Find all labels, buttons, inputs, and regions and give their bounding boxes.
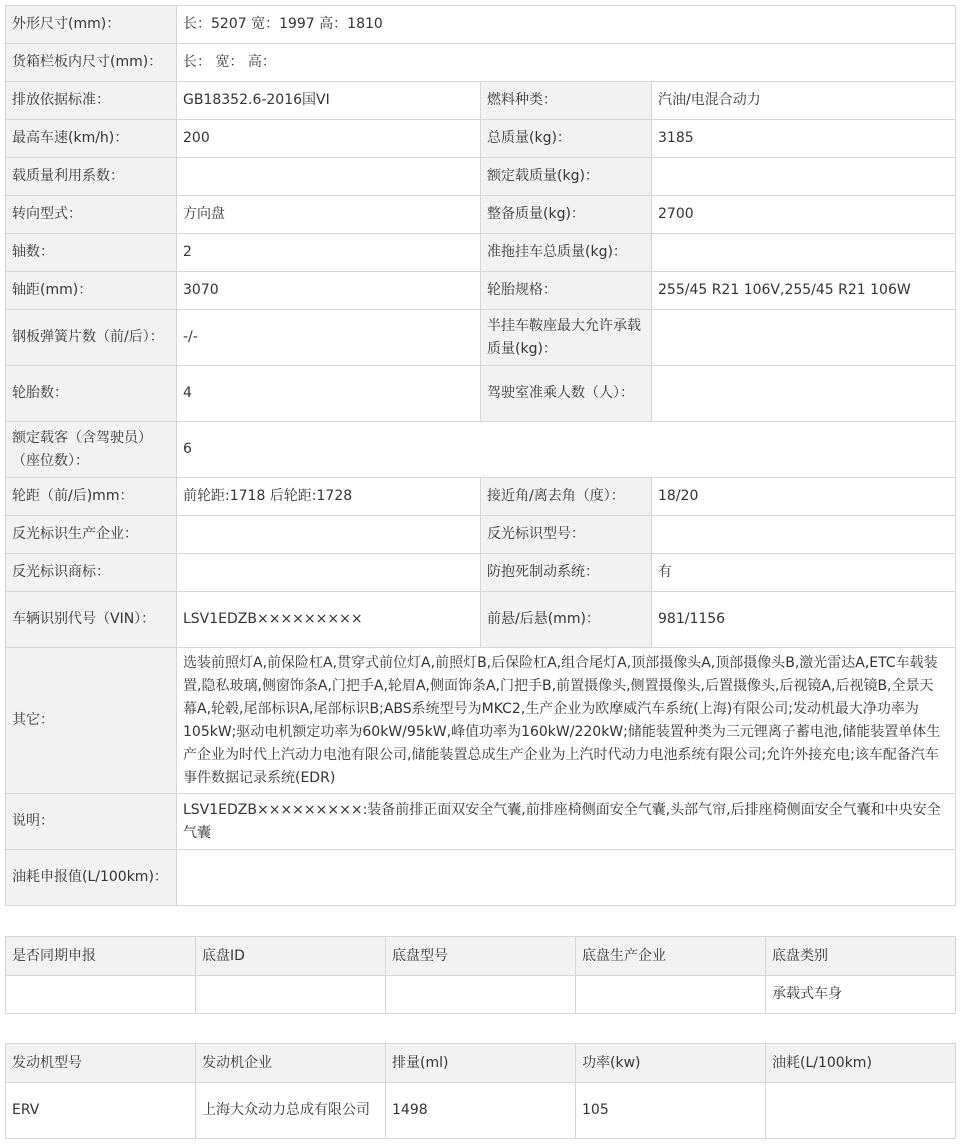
spec-value: [177, 516, 481, 554]
spec-row: [6, 850, 956, 906]
spec-label: 总质量(kg)：: [481, 120, 652, 158]
spec-value: [652, 366, 956, 422]
spec-value: [177, 850, 956, 906]
spec-label: 驾驶室准乘人数（人）：: [481, 366, 652, 422]
spec-label: 半挂车鞍座最大允许承载质量(kg)：: [481, 310, 652, 366]
data-cell: 1498: [386, 1083, 576, 1139]
spec-value: LSV1EDZB×××××××××:装备前排正面双安全气囊,前排座椅侧面安全气囊,头部气帘,后排座椅侧面安全气囊和中央安全气囊: [177, 794, 956, 850]
spec-label: 准拖挂车总质量(kg)：: [481, 234, 652, 272]
spec-label: 前悬/后悬(mm)：: [481, 592, 652, 648]
chassis-table: [5, 936, 956, 1014]
spec-row: [6, 310, 956, 366]
spec-label: 整备质量(kg)：: [481, 196, 652, 234]
header-cell: 是否同期申报: [6, 937, 196, 976]
spec-row: [6, 592, 956, 648]
spec-value: [652, 516, 956, 554]
spec-value: 2: [177, 234, 481, 272]
spec-row: [6, 366, 956, 422]
spec-label: 其它：: [6, 648, 177, 794]
spec-row: [6, 794, 956, 850]
spec-value: [652, 158, 956, 196]
spec-label: 货箱栏板内尺寸(mm)：: [6, 44, 177, 82]
spec-row: [6, 554, 956, 592]
data-cell: [386, 976, 576, 1014]
data-cell: [6, 976, 196, 1014]
data-cell: 承载式车身: [766, 976, 956, 1014]
spec-label: 车辆识别代号（VIN）：: [6, 592, 177, 648]
spec-label: 轴数：: [6, 234, 177, 272]
spec-label: 轮胎数：: [6, 366, 177, 422]
spec-value: 汽油/电混合动力: [652, 82, 956, 120]
chassis-data-row: [6, 976, 956, 1014]
engine-table: [5, 1043, 956, 1139]
engine-header-row: [6, 1044, 956, 1083]
spec-value: 2700: [652, 196, 956, 234]
header-cell: 发动机企业: [196, 1044, 386, 1083]
spec-value: 4: [177, 366, 481, 422]
spec-label: 接近角/离去角（度）：: [481, 478, 652, 516]
spec-value: [652, 310, 956, 366]
spec-row: [6, 196, 956, 234]
spec-label: 轴距(mm)：: [6, 272, 177, 310]
header-cell: 排量(ml): [386, 1044, 576, 1083]
spec-value: 方向盘: [177, 196, 481, 234]
engine-data-row: [6, 1083, 956, 1139]
chassis-header-row: [6, 937, 956, 976]
spec-row: [6, 82, 956, 120]
spec-label: 轮胎规格：: [481, 272, 652, 310]
spec-label: 反光标识生产企业：: [6, 516, 177, 554]
header-cell: 底盘生产企业: [576, 937, 766, 976]
spec-row: [6, 516, 956, 554]
spec-row: [6, 272, 956, 310]
data-cell: [196, 976, 386, 1014]
data-cell: 上海大众动力总成有限公司: [196, 1083, 386, 1139]
spec-row: [6, 120, 956, 158]
spec-label: 外形尺寸(mm)：: [6, 6, 177, 44]
spec-label: 排放依据标准：: [6, 82, 177, 120]
spec-label: 额定载客（含驾驶员）（座位数）：: [6, 422, 177, 478]
spec-label: 轮距（前/后)mm：: [6, 478, 177, 516]
spec-value: 200: [177, 120, 481, 158]
spec-label: 额定载质量(kg)：: [481, 158, 652, 196]
spec-label: 最高车速(km/h)：: [6, 120, 177, 158]
spec-label: 载质量利用系数：: [6, 158, 177, 196]
spec-label: 转向型式：: [6, 196, 177, 234]
header-cell: 油耗(L/100km): [766, 1044, 956, 1083]
spec-value: 255/45 R21 106V,255/45 R21 106W: [652, 272, 956, 310]
spec-value: 选装前照灯A,前保险杠A,贯穿式前位灯A,前照灯B,后保险杠A,组合尾灯A,顶部摄像头A,顶部摄像头B,激光雷达A,ETC车载装置,隐私玻璃,侧窗饰条A,门把手A,轮眉A,侧面饰条A,门把手B,前置摄像头,侧置摄像头,后置摄像头,后视镜A,后视镜B,全景天幕A,轮毂,尾部标识A,尾部标识B;ABS系统型号为MKC2,生产企业为欧摩威汽车系统(上海)有限公司;发动机最大净功率为105kW;驱动电机额定功率为60kW/95kW,峰值功率为160kW/220kW;储能装置种类为三元锂离子蓄电池,储能装置单体生产企业为时代上汽动力电池有限公司,储能装置总成生产企业为上汽时代动力电池系统有限公司;允许外接充电;该车配备汽车事件数据记录系统(EDR): [177, 648, 956, 794]
data-cell: [766, 1083, 956, 1139]
spec-label: 钢板弹簧片数（前/后）：: [6, 310, 177, 366]
spec-value: 长： 宽： 高：: [177, 44, 956, 82]
header-cell: 底盘ID: [196, 937, 386, 976]
data-cell: [576, 976, 766, 1014]
spec-row: [6, 234, 956, 272]
spec-label: 防抱死制动系统：: [481, 554, 652, 592]
spec-row: [6, 44, 956, 82]
data-cell: 105: [576, 1083, 766, 1139]
header-cell: 功率(kw): [576, 1044, 766, 1083]
vehicle-spec-table: [5, 5, 956, 906]
spec-label: 油耗申报值(L/100km)：: [6, 850, 177, 906]
spec-value: GB18352.6-2016国VI: [177, 82, 481, 120]
spec-row: [6, 422, 956, 478]
spec-value: 981/1156: [652, 592, 956, 648]
header-cell: 发动机型号: [6, 1044, 196, 1083]
spec-row: [6, 648, 956, 794]
header-cell: 底盘型号: [386, 937, 576, 976]
spec-value: -/-: [177, 310, 481, 366]
spec-value: [652, 234, 956, 272]
spec-label: 燃料种类：: [481, 82, 652, 120]
spec-value: 前轮距:1718 后轮距:1728: [177, 478, 481, 516]
spec-value: 18/20: [652, 478, 956, 516]
spec-value: 有: [652, 554, 956, 592]
spec-value: 6: [177, 422, 956, 478]
spec-value: [177, 158, 481, 196]
spec-label: 反光标识型号：: [481, 516, 652, 554]
spec-value: 长：5207 宽：1997 高：1810: [177, 6, 956, 44]
spec-row: [6, 478, 956, 516]
spec-value: 3185: [652, 120, 956, 158]
spec-row: [6, 158, 956, 196]
spec-row: [6, 6, 956, 44]
spec-value: 3070: [177, 272, 481, 310]
header-cell: 底盘类别: [766, 937, 956, 976]
spec-value: [177, 554, 481, 592]
spec-label: 说明：: [6, 794, 177, 850]
spec-value: LSV1EDZB×××××××××: [177, 592, 481, 648]
data-cell: ERV: [6, 1083, 196, 1139]
spec-label: 反光标识商标：: [6, 554, 177, 592]
